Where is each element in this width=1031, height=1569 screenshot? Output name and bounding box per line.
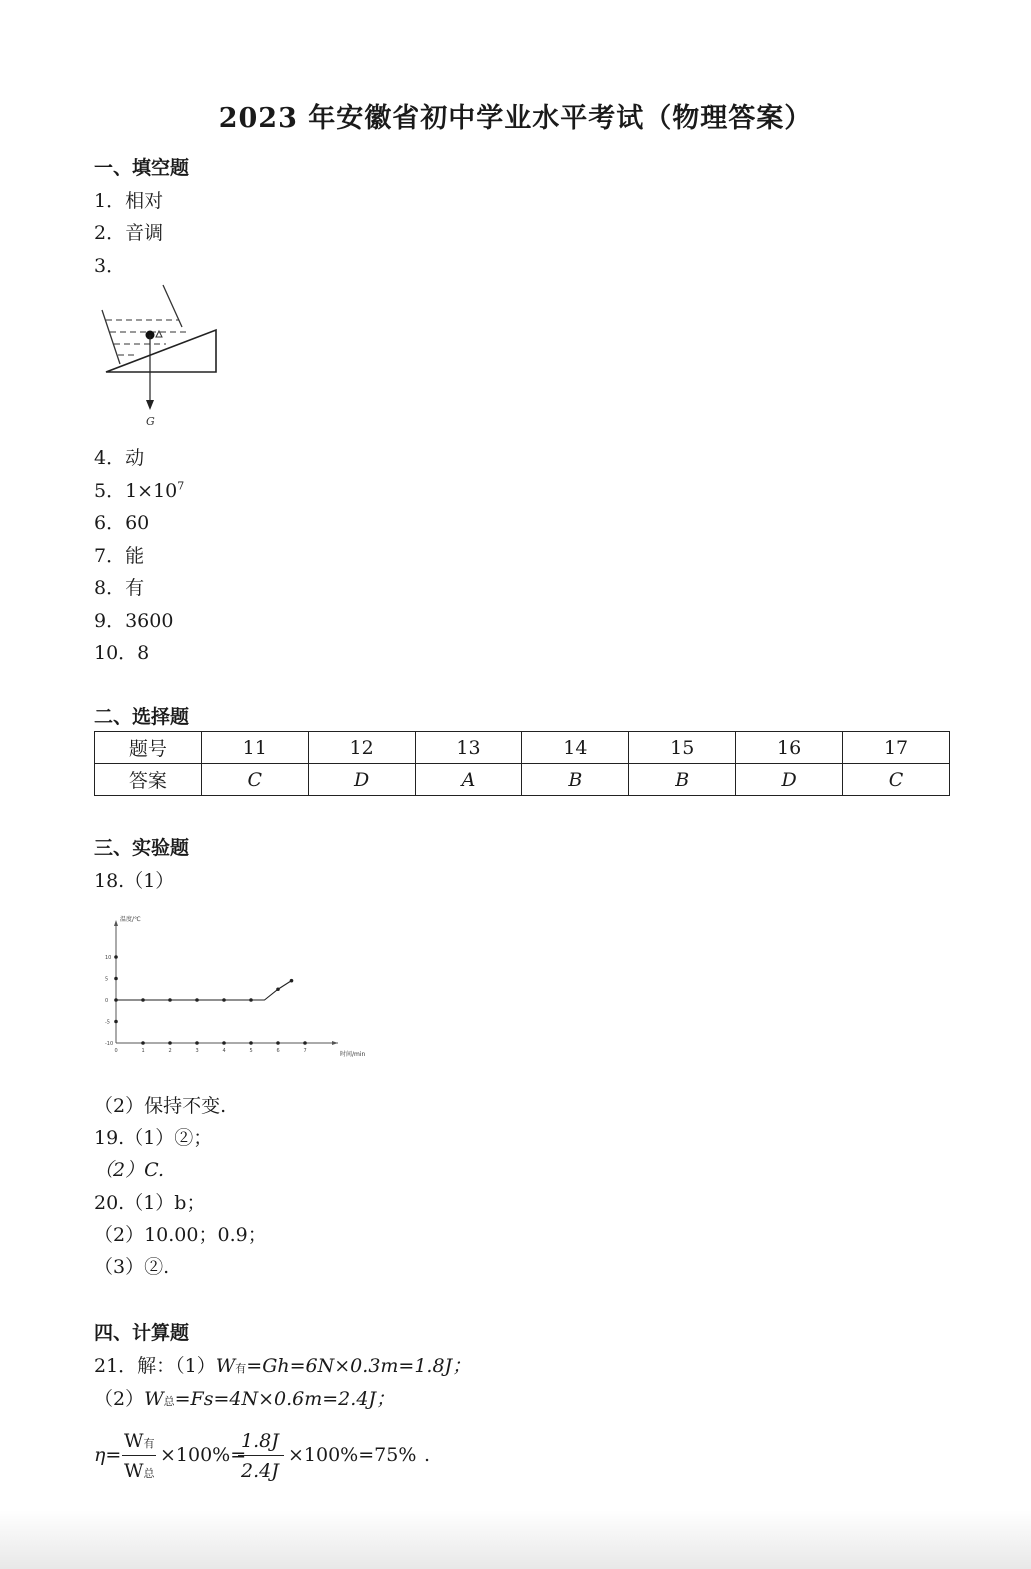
section-choice: 二、选择题 — [94, 706, 190, 728]
temperature-chart — [94, 906, 384, 1064]
formula-result: ×100%=75% — [288, 1444, 417, 1466]
page-title: 2023 年安徽省初中学业水平考试（物理答案） — [218, 103, 813, 134]
page-bottom-shadow — [0, 1510, 1031, 1569]
chart-data-point — [168, 998, 172, 1002]
table-cell: B — [522, 764, 629, 796]
chart-ylabel: 温度/℃ — [120, 916, 141, 923]
section-experiment: 三、实验题 — [94, 837, 190, 859]
eta-symbol: η= — [94, 1444, 122, 1466]
table-cell: A — [415, 764, 522, 796]
answer-q21-2: （2）W总=Fs=4N×0.6m=2.4J； — [94, 1388, 396, 1410]
chart-y-arrow — [114, 920, 118, 926]
chart-x-tick-label: 1 — [141, 1048, 145, 1054]
chart-x-tick-label: 2 — [168, 1048, 172, 1054]
table-cell: 15 — [629, 732, 736, 764]
table-cell: C — [201, 764, 308, 796]
answer-q5: 5．$1\times 10^7$ — [94, 479, 185, 502]
answer-q7: 7．能 — [94, 545, 145, 567]
chart-data-point — [195, 998, 199, 1002]
chart-axis-point — [168, 1041, 172, 1045]
answer-q8: 8．有 — [94, 577, 145, 599]
chart-axis-point — [114, 977, 118, 981]
table-cell: 16 — [736, 732, 843, 764]
table-cell: 17 — [843, 732, 950, 764]
chart-axis-point — [303, 1041, 307, 1045]
chart-data-point — [249, 998, 253, 1002]
chart-x-tick-label: 3 — [195, 1048, 199, 1054]
table-head-answer: 答案 — [95, 764, 202, 796]
answer-q18-2: （2）保持不变. — [94, 1095, 227, 1117]
table-cell: C — [843, 764, 950, 796]
chart-x-tick-label: 6 — [276, 1048, 280, 1054]
fraction-bar-1 — [122, 1455, 156, 1456]
answer-q20-1: 20.（1）b； — [94, 1192, 206, 1214]
fraction-denominator-2: 2.4J — [241, 1460, 279, 1482]
answer-q9: 9．3600 — [94, 610, 174, 632]
answer-q19-2: （2）C. — [94, 1159, 164, 1181]
chart-data-point — [276, 987, 280, 991]
figure-q3-incline — [96, 282, 226, 432]
answer-q6: 6．60 — [94, 512, 150, 534]
answer-q18-1: 18.（1） — [94, 870, 175, 892]
answer-q20-3: （3）②. — [94, 1256, 170, 1278]
chart-data-point — [222, 998, 226, 1002]
answer-q21-1: 21．解：（1）W有=Gh=6N×0.3m=1.8J； — [94, 1355, 472, 1377]
table-cell: D — [736, 764, 843, 796]
answer-q19-1: 19.（1）②； — [94, 1127, 213, 1149]
gravity-label: G — [146, 415, 155, 428]
answer-q10: 10．8 — [94, 642, 150, 664]
answer-q20-2: （2）10.00；0.9； — [94, 1224, 267, 1246]
fraction-numerator-2: 1.8J — [241, 1430, 279, 1452]
chart-series-line — [116, 981, 292, 1000]
chart-x-tick-label: 7 — [303, 1048, 307, 1054]
fraction-numerator-1: W有 — [124, 1430, 155, 1452]
answer-q1: 1．相对 — [94, 190, 164, 212]
chart-data-point — [114, 998, 118, 1002]
chart-axis-point — [195, 1041, 199, 1045]
chart-xlabel: 时间/min — [340, 1051, 366, 1058]
chart-axis-point — [114, 955, 118, 959]
answer-q3: 3． — [94, 255, 126, 277]
choice-answer-table — [94, 731, 950, 796]
chart-axis-point — [249, 1041, 253, 1045]
chart-y-tick-label: 5 — [105, 976, 109, 983]
chart-y-tick-label: -10 — [105, 1041, 114, 1047]
table-cell: D — [308, 764, 415, 796]
chart-axis-point — [141, 1041, 145, 1045]
formula-period: . — [424, 1444, 431, 1466]
section-fill-in: 一、填空题 — [94, 157, 190, 179]
section-calculation: 四、计算题 — [94, 1322, 190, 1344]
chart-y-tick-label: 10 — [105, 955, 112, 961]
chart-axis-point — [222, 1041, 226, 1045]
chart-data-point — [290, 979, 294, 983]
table-cell: 14 — [522, 732, 629, 764]
chart-axis-point — [276, 1041, 280, 1045]
table-row — [95, 764, 950, 796]
fraction-denominator-1: W总 — [124, 1460, 155, 1482]
chart-y-tick-label: 0 — [105, 998, 109, 1004]
chart-x-arrow — [332, 1041, 338, 1045]
table-cell: 12 — [308, 732, 415, 764]
table-row — [95, 732, 950, 764]
chart-x-tick-label: 0 — [114, 1048, 118, 1054]
chart-y-tick-label: -5 — [105, 1019, 110, 1026]
chart-data-point — [141, 998, 145, 1002]
chart-axis-point — [114, 1020, 118, 1024]
table-cell: 11 — [201, 732, 308, 764]
fraction-bar-2 — [238, 1455, 284, 1456]
chart-x-tick-label: 4 — [222, 1048, 226, 1054]
table-cell: 13 — [415, 732, 522, 764]
table-head-number: 题号 — [95, 732, 202, 764]
chart-x-tick-label: 5 — [249, 1048, 253, 1054]
answer-q2: 2．音调 — [94, 222, 164, 244]
answer-q4: 4．动 — [94, 447, 145, 469]
table-cell: B — [629, 764, 736, 796]
formula-middle: ×100%= — [160, 1444, 247, 1466]
